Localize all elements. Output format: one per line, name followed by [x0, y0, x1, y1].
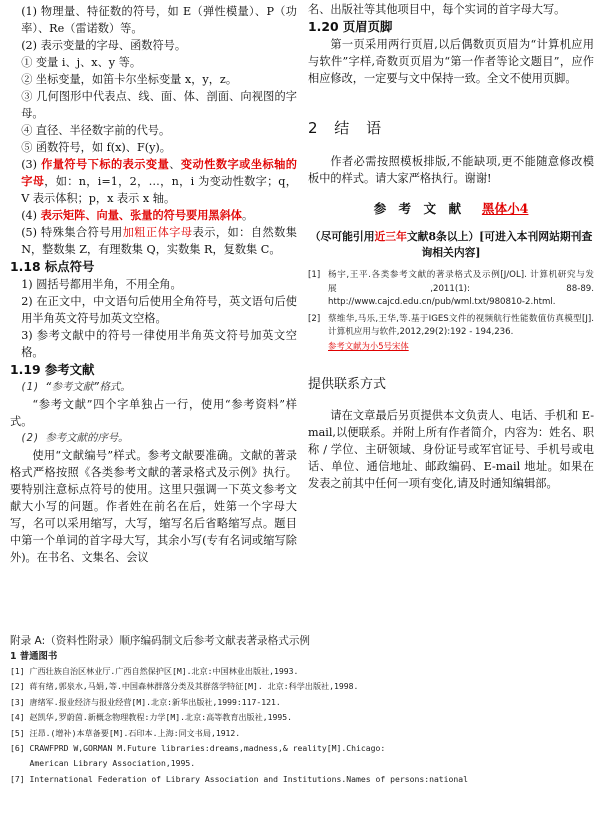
- references-title: [308, 199, 594, 219]
- para-subscript-rest: ，如：n，i=1，2，…，n，i 为变动性数字；q，V 表示体积；p，x 表示 x 轴。: [21, 175, 297, 205]
- appendix-line: American Library Association,1995.: [10, 758, 196, 769]
- para-diameter: ④ 直径、半径数字前的代号。: [21, 124, 171, 137]
- heading-1-20: 1.20 页眉页脚: [308, 19, 393, 34]
- heading-1-18: 1.18 标点符号: [10, 259, 95, 274]
- para-fullwidth: 2) 在正文中，中文语句后使用全角符号，英文语句后使用半角英文符号加英文空格。: [21, 295, 297, 325]
- para-matrix-end: 。: [241, 209, 254, 222]
- para-geometry: ③ 几何图形中代表点、线、面、体、剖面、向视图的字母。: [21, 90, 297, 120]
- highlight-matrix: 表示矩阵、向量、张量的符号要用黑斜体: [40, 208, 242, 222]
- highlight-subscript-variable: 作量符号下标的表示变量: [41, 157, 170, 171]
- para-publisher-caps: 名、出版社等其他项目中，每个实词的首字母大写。: [308, 3, 566, 16]
- heading-1-19: 1.19 参考文献: [10, 362, 95, 377]
- para-header-footer: 第一页采用两行页眉,以后偶数页页眉为“计算机应用与软件”字样,奇数页页眉为“第一作者等论文题目”，应作相应修改，一定要与文中保持一致。全文不使用页脚。: [308, 38, 594, 85]
- appendix-title: 附录 A:（资料性附录）顺序编码制文后参考文献表著录格式示例: [10, 635, 311, 647]
- reference-number: [2]: [308, 313, 321, 324]
- para-sets-rest: 表示，如：自然数集 N，整数集 Z，有理数集 Q，实数集 R，复数集 C。: [21, 226, 297, 256]
- heading-contact: 提供联系方式: [308, 376, 387, 392]
- highlight-variable-digits: 变动性数字或坐标轴的字母: [21, 157, 297, 188]
- ref-note-red: 近三年: [374, 230, 407, 243]
- para-subscript-sep: 、: [169, 158, 181, 171]
- references-title-note: 黑体小4: [481, 201, 529, 216]
- reference-number: [1]: [308, 270, 321, 280]
- appendix-line: [3] 唐绪军.报业经济与报业经营[M].北京:新华出版社,1999:117-121.: [10, 696, 281, 707]
- ref-note-a: （尽可能引用: [309, 230, 375, 243]
- para-subscript: [10, 156, 297, 207]
- para-ref-number: (2) 参考文献的序号。: [20, 432, 129, 444]
- para-subscript-prefix: (3): [21, 158, 42, 171]
- para-parentheses: 1) 圆括号都用半角，不用全角。: [21, 278, 182, 291]
- reference-item: [308, 269, 594, 310]
- appendix-section: [10, 633, 600, 787]
- ref-note-b: 文献8条以上）[可进入本刊网站期刊查询相关内容]: [406, 230, 593, 259]
- para-physical-symbols: (1) 物理量、特征数的符号，如 E（弹性模量）、P（功率）、Re（雷诺数）等。: [21, 5, 297, 35]
- appendix-line: [7] International Federation of Library Association and Institutions.Names of persons:national: [10, 773, 469, 784]
- para-sets: [10, 224, 297, 258]
- right-column: [308, 1, 594, 492]
- para-matrix-prefix: (4): [21, 209, 41, 222]
- para-ref-format: (1) “参考文献”格式。: [20, 381, 131, 393]
- appendix-line: [2] 蒋有绪,郭泉水,马娟,等.中国森林群落分类及其群落学特征[M]. 北京:科学出版社,1998.: [10, 681, 359, 692]
- para-variables: ① 变量 i、j、x、y 等。: [21, 56, 142, 69]
- left-column: [10, 3, 297, 566]
- para-function: ⑤ 函数符号，如 f(x)、F(y)。: [21, 141, 171, 154]
- para-coordinates: ② 坐标变量，如笛卡尔坐标变量 x，y，z。: [21, 73, 238, 86]
- para-contact: 请在文章最后另页提供本文负责人、电话、手机和 E-mail,以便联系。并附上所有作者简介，内容为：姓名、职称 / 学位、主研领域、身份证号或军官证号、手机号或电话、单位、通信地址、邮政编码、E-mail 地址。如果在发表之前其中任何一项有变化,请及时通知编辑部。: [308, 408, 594, 490]
- reference-font-note: 参考文献为小5号宋体: [328, 340, 409, 351]
- appendix-line: [1] 广西壮族自治区林业厅.广西自然保护区[M].北京:中国林业出版社,1993.: [10, 666, 299, 676]
- para-ref-details: 使用“文献编号”样式。参考文献要准确。文献的著录格式严格按照《各类参考文献的著录格式及示例》执行。要特别注意标点符号的使用。这里只强调一下英文参考文献大小写的问题。作者姓在前名在后，姓第一个字母大写，名可以采用缩写，大写，缩写名后省略缩写点。题目中第一个单词的首字母大写，其余小写(专有名词或缩写除外)。在书名、文集名、会议: [10, 449, 297, 564]
- appendix-line: [6] CRAWFPRD W,GORMAN M.Future libraries:dreams,madness,& reality[M].Chicago:: [10, 743, 386, 754]
- reference-text: 蔡维华,马乐,王华,等.基于IGES文件的视频航行性能数值仿真模型[J].计算机应用与软件,2012,29(2):192 - 194,236.: [328, 313, 594, 337]
- para-variable-symbols: (2) 表示变量的字母、函数符号。: [21, 39, 187, 52]
- references-note: [308, 229, 594, 261]
- para-ref-symbols: 3) 参考文献中的符号一律使用半角英文符号加英文空格。: [21, 329, 297, 359]
- para-ref-style: “参考文献”四个字单独占一行，使用“参考资料”样式。: [10, 398, 297, 428]
- para-conclusion: 作者必需按照模板排版,不能缺项,更不能随意修改模板中的样式。请大家严格执行。谢谢!: [308, 155, 594, 185]
- para-matrix: [10, 207, 297, 224]
- heading-conclusion: 2 结 语: [308, 119, 388, 137]
- appendix-subtitle: 1 普通图书: [10, 651, 58, 662]
- highlight-bold-letters: 加粗正体字母: [122, 226, 193, 239]
- appendix-line: [4] 赵凯华,罗蔚茵.新概念物理教程:力学[M].北京:高等教育出版社,1995.: [10, 712, 292, 723]
- reference-list: [308, 269, 594, 353]
- appendix-line: [5] 汪昂.(增补)本草备要[M].石印本.上海:同文书局,1912.: [10, 727, 241, 738]
- para-sets-prefix: (5) 特殊集合符号用: [21, 226, 123, 239]
- reference-item: [308, 313, 594, 340]
- references-title-text: 参 考 文 献: [373, 201, 466, 216]
- reference-text: 杨宇,王平.各类参考文献的著录格式及示例[J/OL]. 计算机研究与发展,2011(1): 88-89. http://www.cajcd.edu.cn/pub/wml.txt/980810-2.html.: [328, 270, 594, 307]
